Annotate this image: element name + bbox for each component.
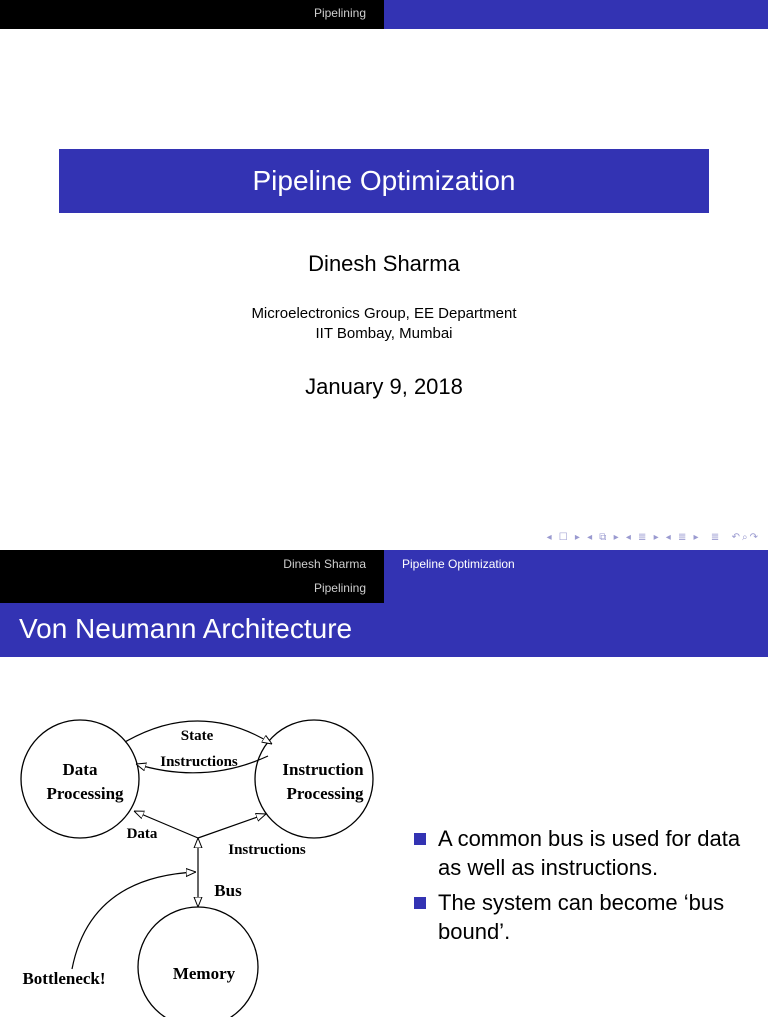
data-processing-node <box>21 720 139 838</box>
instructions-top-label: Instructions <box>160 754 238 770</box>
header-presentation-title: Pipeline Optimization <box>402 557 515 571</box>
navigation-symbols[interactable]: ◂ ☐ ▸ ◂ ⧉ ▸ ◂ ≣ ▸ ◂ ≣ ▸ ≣ ↶⌕↷ <box>546 532 760 543</box>
data-label: Data <box>126 826 158 842</box>
instruction-processing-label-1: Instruction <box>282 760 364 779</box>
presentation-date: January 9, 2018 <box>305 374 463 399</box>
instruction-processing-label-2: Processing <box>286 784 364 803</box>
bullet-text: The system can become ‘bus bound’. <box>438 890 725 944</box>
bottleneck-label: Bottleneck! <box>22 969 106 988</box>
header-author: Dinesh Sharma <box>283 557 366 571</box>
bullet-item <box>412 888 752 946</box>
data-processing-label-1: Data <box>62 760 98 779</box>
instruction-processing-node <box>255 720 373 838</box>
author-name: Dinesh Sharma <box>308 251 460 276</box>
bullet-list <box>412 824 752 952</box>
header-section: Pipelining <box>313 581 366 595</box>
memory-label: Memory <box>172 964 236 983</box>
header-left-bar <box>0 0 384 29</box>
bullet-item <box>412 824 752 882</box>
bullet-marker <box>414 897 426 909</box>
bus-label: Bus <box>214 881 242 900</box>
content-slide <box>0 550 768 1024</box>
instructions-bus-arrow <box>198 814 266 838</box>
header-right-bar <box>384 0 768 29</box>
von-neumann-diagram <box>0 707 400 1017</box>
instructions-bottom-label: Instructions <box>228 842 306 858</box>
header-section-label: Pipelining <box>313 6 366 20</box>
data-processing-label-2: Processing <box>46 784 124 803</box>
frame-title-bar <box>0 603 768 657</box>
state-label: State <box>180 728 214 744</box>
affiliation-line-1: Microelectronics Group, EE Department <box>251 305 517 322</box>
presentation-title: Pipeline Optimization <box>59 149 709 213</box>
affiliation-line-2: IIT Bombay, Mumbai <box>315 325 453 342</box>
header-right-bar <box>384 550 768 603</box>
bullet-text: A common bus is used for data as well as instructions. <box>438 826 741 880</box>
frame-title: Von Neumann Architecture <box>19 613 353 644</box>
header-left-bar <box>0 550 384 603</box>
memory-node <box>138 907 258 1017</box>
bullet-marker <box>414 833 426 845</box>
